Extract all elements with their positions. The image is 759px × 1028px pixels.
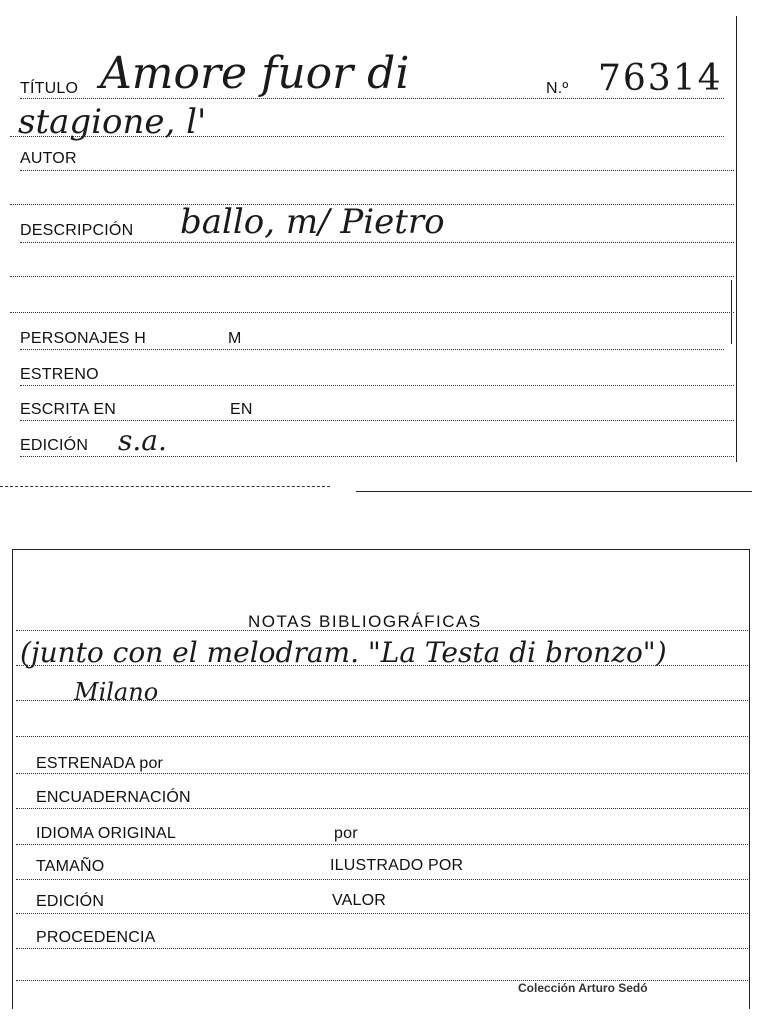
personajes-m-label: M	[228, 330, 242, 347]
en-label: EN	[230, 401, 253, 418]
estreno-label: ESTRENO	[20, 366, 99, 383]
edicion-label: EDICIÓN	[20, 437, 89, 454]
notas-line-3	[16, 700, 748, 701]
notas-line-4	[16, 736, 748, 737]
descripcion-label: DESCRIPCIÓN	[20, 222, 134, 239]
numero-label: N.º	[546, 80, 569, 97]
notas-line-1	[16, 630, 748, 631]
ilustrado-por-label: ILUSTRADO POR	[330, 857, 464, 874]
notas-line-2	[16, 665, 748, 666]
por-label: por	[334, 825, 358, 842]
estreno-line	[20, 385, 734, 386]
edicion-line	[20, 456, 734, 457]
autor-label: AUTOR	[20, 150, 77, 167]
titulo-line2	[10, 136, 724, 137]
personajes-line	[20, 349, 724, 350]
descripcion-line	[20, 242, 734, 243]
descripcion-value: ballo, m/ Pietro	[180, 202, 445, 242]
blank-line-3	[10, 312, 734, 313]
card-bottom-left-border	[12, 549, 13, 1009]
idioma-line	[16, 844, 748, 845]
procedencia-label: PROCEDENCIA	[36, 929, 156, 946]
titulo-label: TÍTULO	[20, 80, 79, 97]
titulo-value-line2: stagione, l'	[18, 102, 207, 142]
estrenada-line	[16, 773, 748, 774]
card-bottom-top-border	[12, 549, 750, 550]
idioma-original-label: IDIOMA ORIGINAL	[36, 825, 176, 842]
encuadernacion-label: ENCUADERNACIÓN	[36, 789, 191, 806]
edicion-bottom-label: EDICIÓN	[36, 893, 105, 910]
notas-value-line1: (junto con el melodram. "La Testa di bronzo")	[20, 636, 667, 669]
numero-value: 76314	[598, 58, 723, 99]
personajes-h-label: PERSONAJES H	[20, 330, 146, 347]
card-bottom-right-border	[749, 549, 750, 1009]
tamano-label: TAMAÑO	[36, 858, 105, 875]
notas-value-line2: Milano	[74, 678, 159, 706]
edicion-value: s.a.	[118, 424, 167, 457]
card-top-right-border	[736, 16, 737, 462]
encuadernacion-line	[16, 808, 748, 809]
escrita-en-line	[20, 420, 734, 421]
procedencia-line	[16, 948, 748, 949]
card-top-bottom-edge	[356, 491, 752, 492]
blank-line-2	[10, 276, 734, 277]
card-top-bottom-dashes	[0, 486, 330, 487]
tamano-line	[16, 879, 748, 880]
valor-label: VALOR	[332, 892, 387, 909]
titulo-value-line1: Amore fuor di	[100, 48, 410, 99]
escrita-en-label: ESCRITA EN	[20, 401, 116, 418]
estrenada-por-label: ESTRENADA por	[36, 755, 164, 772]
collection-credit: Colección Arturo Sedó	[518, 981, 648, 995]
notas-heading: NOTAS BIBLIOGRÁFICAS	[248, 612, 482, 631]
edicion-bottom-line	[16, 913, 748, 914]
autor-line	[20, 170, 734, 171]
